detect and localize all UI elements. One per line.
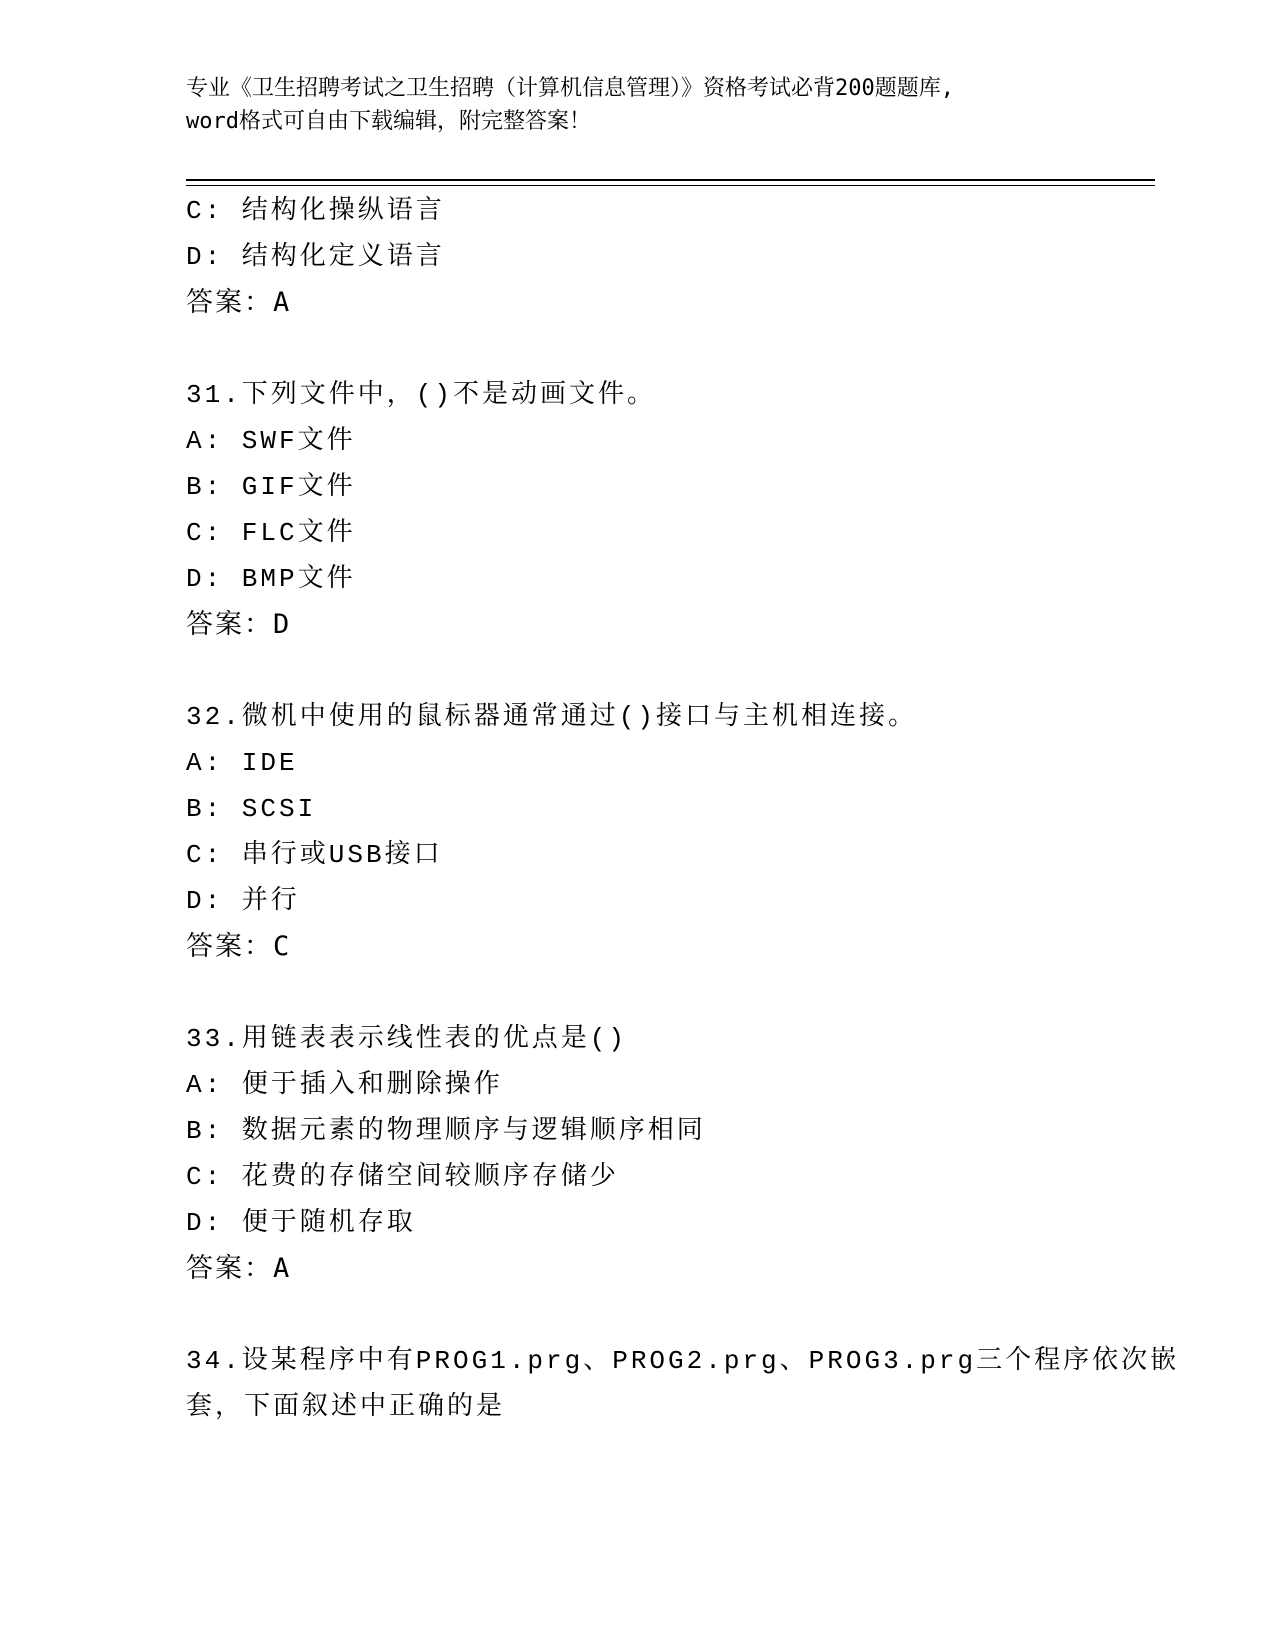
- question-list: [186, 188, 1180, 1430]
- spacer: [186, 1292, 1146, 1338]
- header-divider-thin: [186, 185, 1155, 186]
- answer-line: 答案：D: [186, 609, 292, 640]
- option-c: C: FLC文件: [186, 518, 356, 548]
- option-d: D: 并行: [186, 886, 300, 916]
- answer-line: 答案：A: [186, 1253, 292, 1284]
- option-b: B: GIF文件: [186, 472, 356, 502]
- spacer: [186, 648, 1146, 694]
- question-stem: 31.下列文件中，()不是动画文件。: [186, 380, 657, 410]
- spacer: [186, 970, 1146, 1016]
- option-d: D: BMP文件: [186, 564, 356, 594]
- answer-line: 答案：A: [186, 287, 292, 318]
- option-d: D: 便于随机存取: [186, 1208, 416, 1238]
- header-title-line-1: 专业《卫生招聘考试之卫生招聘（计算机信息管理）》资格考试必背200题题库,: [186, 76, 954, 101]
- option-b: B: 数据元素的物理顺序与逻辑顺序相同: [186, 1116, 706, 1146]
- header-title-line-2: word格式可自由下载编辑，附完整答案！: [186, 109, 591, 134]
- option-b: B: SCSI: [186, 794, 317, 824]
- option-d: D: 结构化定义语言: [186, 242, 445, 272]
- option-c: C: 串行或USB接口: [186, 840, 443, 870]
- question-stem: 33.用链表表示线性表的优点是(): [186, 1024, 628, 1054]
- option-a: A: IDE: [186, 748, 298, 778]
- question-stem-line-2: 套，下面叙述中正确的是: [186, 1392, 506, 1422]
- spacer: [186, 326, 1146, 372]
- question-stem-line-1: 34.设某程序中有PROG1.prg、PROG2.prg、PROG3.prg三个程序依次嵌: [186, 1346, 1180, 1376]
- header-divider-thick: [186, 179, 1155, 181]
- document-header: [186, 72, 1086, 138]
- answer-line: 答案：C: [186, 931, 292, 962]
- option-a: A: SWF文件: [186, 426, 356, 456]
- option-c: C: 结构化操纵语言: [186, 196, 445, 226]
- question-stem: 32.微机中使用的鼠标器通常通过()接口与主机相连接。: [186, 702, 918, 732]
- option-a: A: 便于插入和删除操作: [186, 1070, 503, 1100]
- option-c: C: 花费的存储空间较顺序存储少: [186, 1162, 619, 1192]
